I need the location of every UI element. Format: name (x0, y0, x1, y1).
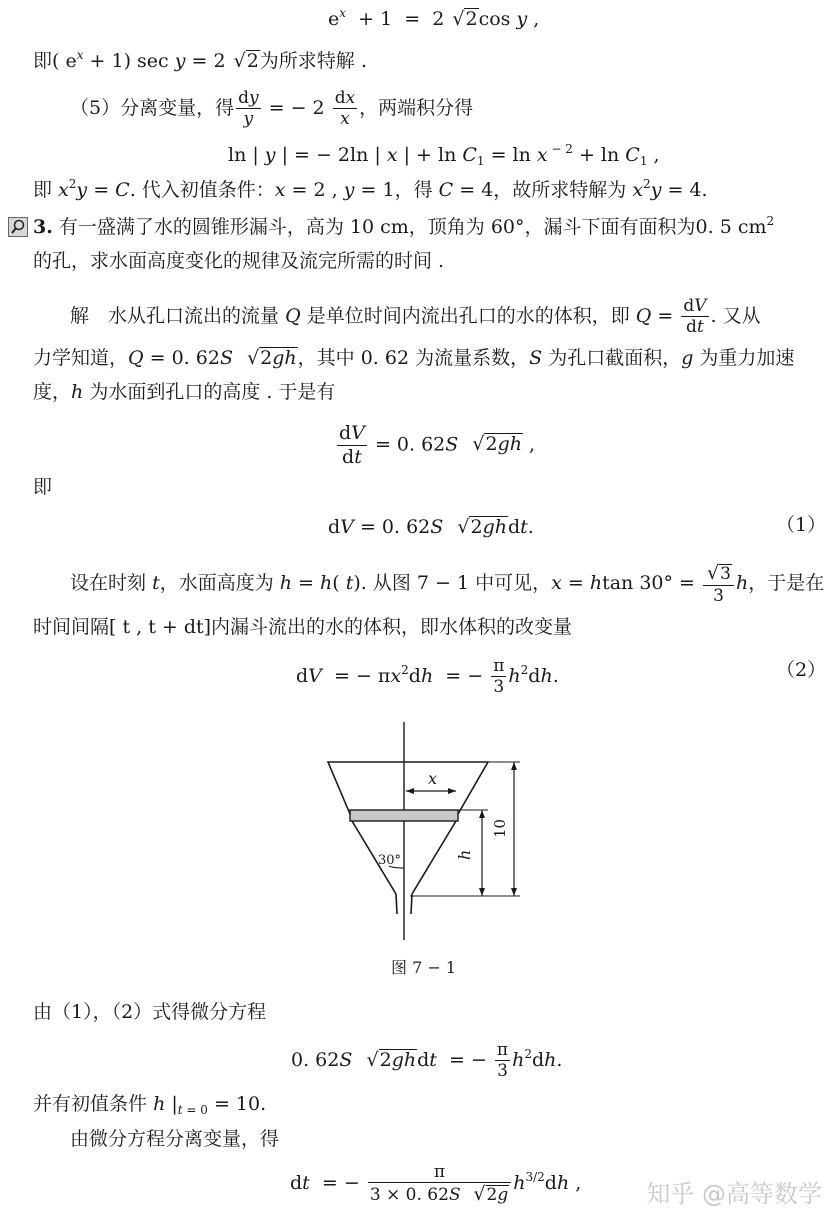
equation-2: dV = − $\pi x^2dh$ = − $\frac{\pi}{3}$ $h^2dh$. (296, 656, 559, 698)
figure-caption: 图 7 − 1 (391, 958, 457, 977)
text-line-3: （5）分离变量，得 $\frac{dy}{y}$ = − 2 $\frac{dx}{x}$ ，两端积分得 (70, 88, 474, 130)
spout-left (396, 894, 397, 914)
funnel-rim (328, 762, 488, 814)
equation-1-tag: （1） (776, 514, 827, 536)
solution-line-4: 设在时刻 t，水面高度为 h = h( t). 从图 7 − 1 中可见，x = htan 30° = $\frac{√3}{3}$ h，于是在 (70, 562, 825, 606)
solution-line-1: 解 水从孔口流出的流量 Q 是单位时间内流出孔口的水的体积，即 Q = $\frac{dV}{dt}$ . 又从 (70, 296, 761, 338)
solution-line-7: 并有初值条件 h $|_{t = 0} = 10$. (33, 1093, 267, 1117)
equation-dt: dt = − $\frac{\pi}{3 \times 0. 62S √2g}$ $h^{3/2}dh$ , (290, 1162, 582, 1206)
solution-line-5: 时间间隔[ t , t + dt]内漏斗流出的水的体积，即水体积的改变量 (33, 616, 573, 638)
problem-number: 3. (33, 216, 53, 238)
solution-line-6: 由（1），（2）式得微分方程 (33, 1001, 267, 1023)
label-x: x (428, 769, 438, 788)
water-surface (350, 810, 458, 821)
funnel-figure (0, 718, 840, 948)
problem-line-1: 3. 有一盛满了水的圆锥形漏斗，高为 10 cm，顶角为 60°，漏斗下面有面积为0. 5 $cm^2$ (33, 214, 775, 238)
text-ji: 即 (33, 476, 53, 498)
equation-line-4: ln | y | = − 2ln | x | + $\ln C_1 = \ln x$ $^{- 2} + \ln C_1$ , (228, 142, 660, 168)
watermark: 知乎 @高等数学 (646, 1180, 822, 1208)
solution-line-3: 度，h 为水面到孔口的高度 . 于是有 (33, 381, 336, 403)
equation-2-tag: （2） (776, 659, 827, 681)
equation-line-1: $e^x + 1 = 2$ √2cos y , (328, 6, 540, 30)
text-line-2: 即( $e^x + 1$) sec y = 2 √2为所求特解 . (33, 48, 367, 72)
magnifier-icon (8, 217, 28, 237)
text-line-5: 即 $x^2y = C$. 代入初值条件：x = 2 , y = 1，得 C = 4，故所求特解为 $x^2y = 4$. (33, 177, 708, 201)
label-h: h (455, 849, 474, 860)
equation-1: dV = 0. 62S √2ghdt. (328, 516, 534, 538)
solution-line-8: 由微分方程分离变量，得 (70, 1128, 280, 1150)
equation-dVdt: $\frac{dV}{dt}$ = 0. 62S √2gh , (339, 422, 536, 468)
spout-right (411, 894, 412, 914)
label-10: 10 (491, 818, 509, 838)
label-angle: 30° (378, 853, 402, 868)
equation-differential: 0. 62S √2ghdt = − $\frac{\pi}{3}$ $h^2dh$. (291, 1040, 563, 1082)
solution-line-2: 力学知道，Q = 0. 62S √2gh，其中 0. 62 为流量系数，S 为孔口截面积，g 为重力加速 (33, 347, 795, 369)
problem-line-2: 的孔，求水面高度变化的规律及流完所需的时间 . (33, 250, 445, 272)
